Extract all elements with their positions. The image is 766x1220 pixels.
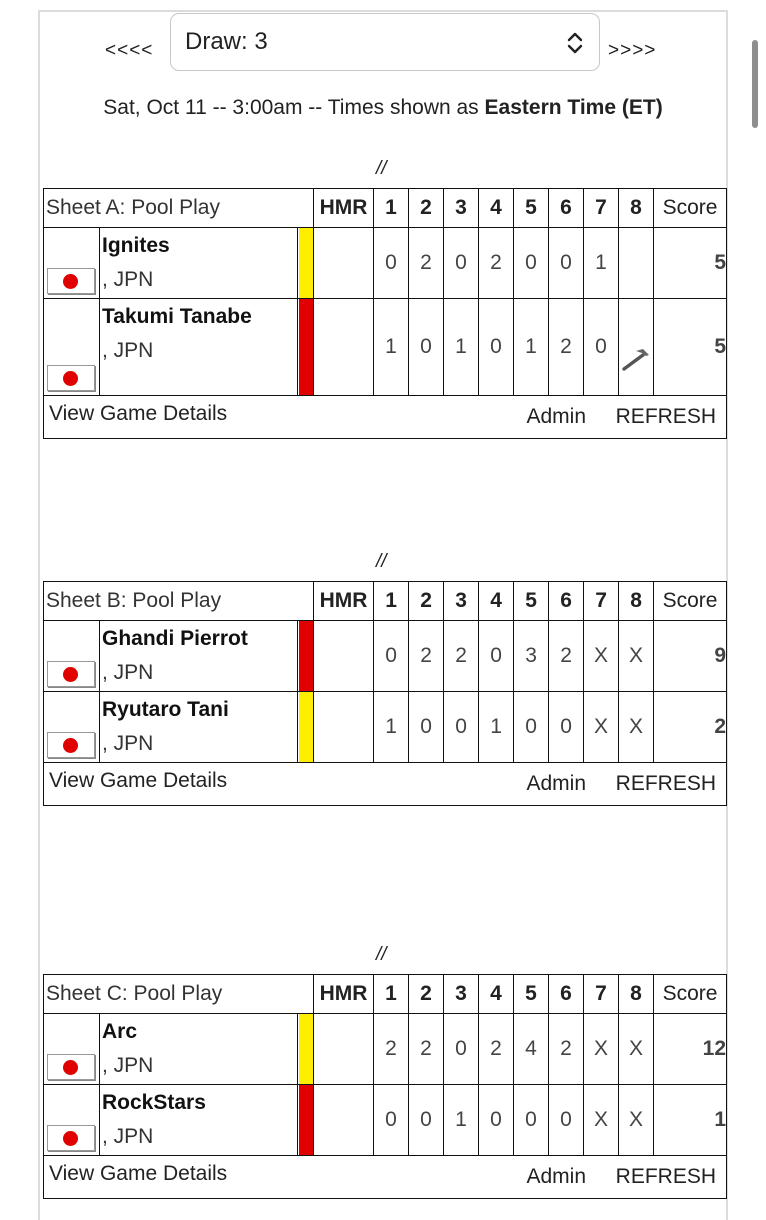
hmr-cell: [314, 692, 374, 763]
end-header: 6: [549, 189, 584, 228]
hmr-header: HMR: [314, 582, 374, 621]
end-header: 7: [584, 975, 619, 1014]
end-score: 2: [479, 1014, 514, 1085]
team-cell: [100, 1014, 298, 1085]
team-cell: [100, 228, 298, 299]
end-header: 1: [374, 189, 409, 228]
refresh-link[interactable]: REFRESH: [615, 1165, 717, 1188]
end-score: 2: [444, 621, 479, 692]
team-cell: [100, 621, 298, 692]
end-score: X: [584, 1085, 619, 1156]
stone-color-cell: [298, 299, 314, 396]
end-score: 0: [549, 1085, 584, 1156]
end-header: 7: [584, 582, 619, 621]
team-row: [44, 692, 727, 763]
stone-color-cell: [298, 1085, 314, 1156]
total-score: 5: [654, 228, 727, 299]
flag-disc: [63, 1060, 78, 1075]
end-score: 0: [479, 299, 514, 396]
stone-color-indicator: [299, 1014, 313, 1084]
prev-draw-link[interactable]: <<<<: [105, 40, 154, 61]
end-score: 2: [549, 621, 584, 692]
end-score: 1: [584, 228, 619, 299]
end-header: 7: [584, 189, 619, 228]
team-name[interactable]: Takumi Tanabe: [102, 305, 252, 328]
timezone-text: Eastern Time (ET): [484, 96, 663, 119]
end-score: 2: [409, 1014, 444, 1085]
end-header: 6: [549, 582, 584, 621]
hammer-icon: [621, 347, 651, 373]
hmr-header: HMR: [314, 975, 374, 1014]
end-score: X: [584, 692, 619, 763]
team-row: [44, 228, 727, 299]
game-separator: //: [376, 158, 387, 179]
end-header: 2: [409, 189, 444, 228]
date-line: [0, 96, 766, 120]
hmr-cell: [314, 1014, 374, 1085]
japan-flag-icon: [47, 661, 95, 687]
total-score: 5: [654, 299, 727, 396]
end-score: 1: [374, 692, 409, 763]
total-score: 9: [654, 621, 727, 692]
end-header: 5: [514, 975, 549, 1014]
end-score: 1: [444, 1085, 479, 1156]
end-header: 6: [549, 975, 584, 1014]
end-header: 3: [444, 582, 479, 621]
game-footer: [44, 396, 727, 439]
end-score: 0: [444, 692, 479, 763]
flag-disc: [63, 667, 78, 682]
end-score: 0: [409, 1085, 444, 1156]
end-score: X: [584, 1014, 619, 1085]
flag-cell: [44, 692, 100, 763]
end-score: 2: [409, 228, 444, 299]
flag-cell: [44, 299, 100, 396]
total-score: 12: [654, 1014, 727, 1085]
end-score: 0: [549, 228, 584, 299]
team-cell: [100, 692, 298, 763]
end-score: [619, 228, 654, 299]
stone-color-cell: [298, 621, 314, 692]
chevron-up-down-icon: [565, 30, 585, 56]
team-name[interactable]: Ryutaro Tani: [102, 698, 229, 721]
japan-flag-icon: [47, 1054, 95, 1080]
date-text: Sat, Oct 11 -- 3:00am -- Times shown as: [103, 96, 485, 119]
end-header: 8: [619, 189, 654, 228]
refresh-link[interactable]: REFRESH: [615, 772, 717, 795]
flag-cell: [44, 228, 100, 299]
game-table: [43, 581, 727, 806]
end-score: 0: [444, 1014, 479, 1085]
score-header: Score: [654, 975, 727, 1014]
total-score: 2: [654, 692, 727, 763]
end-score: 0: [409, 692, 444, 763]
stone-color-indicator: [299, 1085, 313, 1155]
end-score: X: [619, 1014, 654, 1085]
japan-flag-icon: [47, 365, 95, 391]
end-score: X: [584, 621, 619, 692]
team-country: , JPN: [102, 1054, 154, 1077]
team-row: [44, 1014, 727, 1085]
end-score: 0: [374, 228, 409, 299]
end-score: 4: [514, 1014, 549, 1085]
end-header: 5: [514, 582, 549, 621]
end-score: X: [619, 1085, 654, 1156]
team-country: , JPN: [102, 339, 154, 362]
end-score: 2: [549, 1014, 584, 1085]
team-country: , JPN: [102, 268, 154, 291]
end-score: 2: [479, 228, 514, 299]
hmr-cell: [314, 299, 374, 396]
flag-disc: [63, 738, 78, 753]
team-name[interactable]: RockStars: [102, 1091, 206, 1114]
end-score: X: [619, 692, 654, 763]
team-row: [44, 299, 727, 396]
end-score: 0: [374, 1085, 409, 1156]
stone-color-indicator: [299, 692, 313, 762]
stone-color-indicator: [299, 228, 313, 298]
end-header: 8: [619, 582, 654, 621]
end-score: 0: [514, 1085, 549, 1156]
team-cell: [100, 299, 298, 396]
game-table: [43, 974, 727, 1199]
end-header: 1: [374, 582, 409, 621]
hmr-cell: [314, 228, 374, 299]
end-header: 4: [479, 975, 514, 1014]
end-score: [619, 299, 654, 396]
end-score: 0: [549, 692, 584, 763]
end-score: 0: [479, 621, 514, 692]
end-header: 3: [444, 975, 479, 1014]
sheet-label: Sheet C: Pool Play: [44, 975, 314, 1014]
flag-cell: [44, 621, 100, 692]
end-score: 1: [479, 692, 514, 763]
next-draw-link[interactable]: >>>>: [608, 40, 657, 61]
total-score: 1: [654, 1085, 727, 1156]
end-header: 3: [444, 189, 479, 228]
end-score: 1: [374, 299, 409, 396]
end-score: 0: [409, 299, 444, 396]
team-cell: [100, 1085, 298, 1156]
game-separator: //: [376, 944, 387, 965]
team-name[interactable]: Ignites: [102, 234, 170, 257]
stone-color-cell: [298, 692, 314, 763]
stone-color-cell: [298, 228, 314, 299]
team-country: , JPN: [102, 1125, 154, 1148]
end-header: 4: [479, 189, 514, 228]
end-score: X: [619, 621, 654, 692]
end-header: 4: [479, 582, 514, 621]
flag-disc: [63, 274, 78, 289]
draw-select[interactable]: [170, 13, 600, 71]
end-header: 5: [514, 189, 549, 228]
end-score: 0: [374, 621, 409, 692]
team-country: , JPN: [102, 661, 154, 684]
team-name[interactable]: Arc: [102, 1020, 138, 1043]
admin-link[interactable]: Admin: [526, 1165, 587, 1188]
end-score: 3: [514, 621, 549, 692]
end-score: 1: [444, 299, 479, 396]
end-score: 2: [409, 621, 444, 692]
draw-select-value: Draw: 3: [185, 28, 268, 55]
sheet-label: Sheet B: Pool Play: [44, 582, 314, 621]
stone-color-indicator: [299, 299, 313, 395]
team-row: [44, 1085, 727, 1156]
flag-cell: [44, 1085, 100, 1156]
japan-flag-icon: [47, 268, 95, 294]
end-header: 8: [619, 975, 654, 1014]
hmr-cell: [314, 1085, 374, 1156]
end-score: 2: [374, 1014, 409, 1085]
hmr-cell: [314, 621, 374, 692]
team-name[interactable]: Ghandi Pierrot: [102, 627, 248, 650]
end-score: 0: [514, 692, 549, 763]
view-game-details-link[interactable]: View Game Details: [49, 769, 228, 792]
game-separator: //: [376, 551, 387, 572]
end-header: 2: [409, 975, 444, 1014]
game-footer: [44, 763, 727, 806]
refresh-link[interactable]: REFRESH: [615, 405, 716, 428]
end-score: 0: [444, 228, 479, 299]
end-score: 1: [514, 299, 549, 396]
flag-cell: [44, 1014, 100, 1085]
japan-flag-icon: [47, 732, 95, 758]
end-score: 0: [514, 228, 549, 299]
team-row: [44, 621, 727, 692]
game-table: [43, 188, 727, 439]
view-game-details-link[interactable]: View Game Details: [49, 402, 228, 425]
sheet-label: Sheet A: Pool Play: [44, 189, 314, 228]
japan-flag-icon: [47, 1125, 95, 1151]
score-header: Score: [654, 582, 727, 621]
flag-disc: [63, 371, 78, 386]
end-score: 2: [549, 299, 584, 396]
end-score: 0: [584, 299, 619, 396]
end-score: 0: [479, 1085, 514, 1156]
flag-disc: [63, 1131, 78, 1146]
team-country: , JPN: [102, 732, 154, 755]
score-header: Score: [654, 189, 727, 228]
view-game-details-link[interactable]: View Game Details: [49, 1162, 228, 1185]
end-header: 1: [374, 975, 409, 1014]
stone-color-cell: [298, 1014, 314, 1085]
end-header: 2: [409, 582, 444, 621]
admin-link[interactable]: Admin: [526, 405, 586, 428]
admin-link[interactable]: Admin: [526, 772, 587, 795]
hmr-header: HMR: [314, 189, 374, 228]
stone-color-indicator: [299, 621, 313, 691]
game-footer: [44, 1156, 727, 1199]
